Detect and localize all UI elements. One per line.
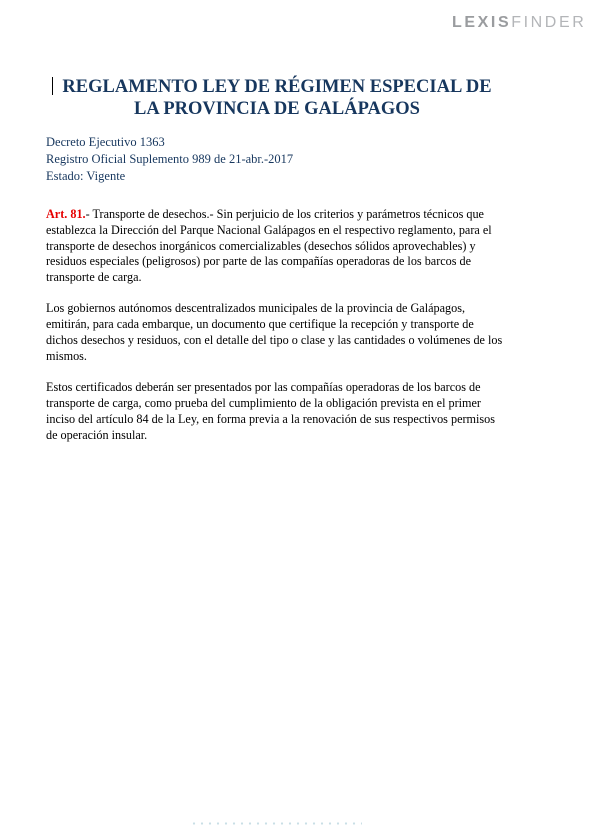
title-line-2: LA PROVINCIA DE GALÁPAGOS [134,99,420,119]
article-intro: - Transporte de desechos.- Sin perjuicio de los criterios y parámetros técnicos que establezca la Dirección del Parque Nacional Galápagos en el respectivo reglamento, para el transporte de desechos inorgánicos comercializables (desechos sólidos aprovechables) y residuos especiales (peligrosos) por parte de las compañías operadoras de los barcos de transporte de carga. [46,207,492,285]
article-paragraph-2: Los gobiernos autónomos descentralizados municipales de la provincia de Galápagos, emitirán, para cada embarque, un documento que certifique la recepción y transporte de dichos desechos y residuos, con el detalle del tipo o clase y las cantidades o volúmenes de los mismos. [46,301,503,363]
decree-number: Decreto Ejecutivo 1363 [46,135,165,149]
article-label: Art. 81. [46,207,86,221]
article-paragraph-3: Estos certificados deberán ser presentados por las compañías operadoras de los barcos de transporte de carga, como prueba del cumplimiento de la obligación prevista en el primer inciso del artículo 84 de la Ley, en forma previa a la renovación de sus respectivos permisos de operación insular. [46,380,495,442]
document-title [40,76,514,120]
official-registry: Registro Oficial Suplemento 989 de 21-abr.-2017 [46,152,294,166]
footer-dotted-line [190,822,362,825]
document-metadata [46,134,293,185]
document-body [46,207,508,459]
lexisfinder-logo [452,14,586,32]
document-status: Estado: Vigente [46,169,126,183]
logo-lexis: LEXIS [452,14,512,31]
title-line-1: REGLAMENTO LEY DE RÉGIMEN ESPECIAL DE [62,77,492,97]
article-paragraph-1 [46,207,508,286]
logo-finder: FINDER [511,14,587,31]
